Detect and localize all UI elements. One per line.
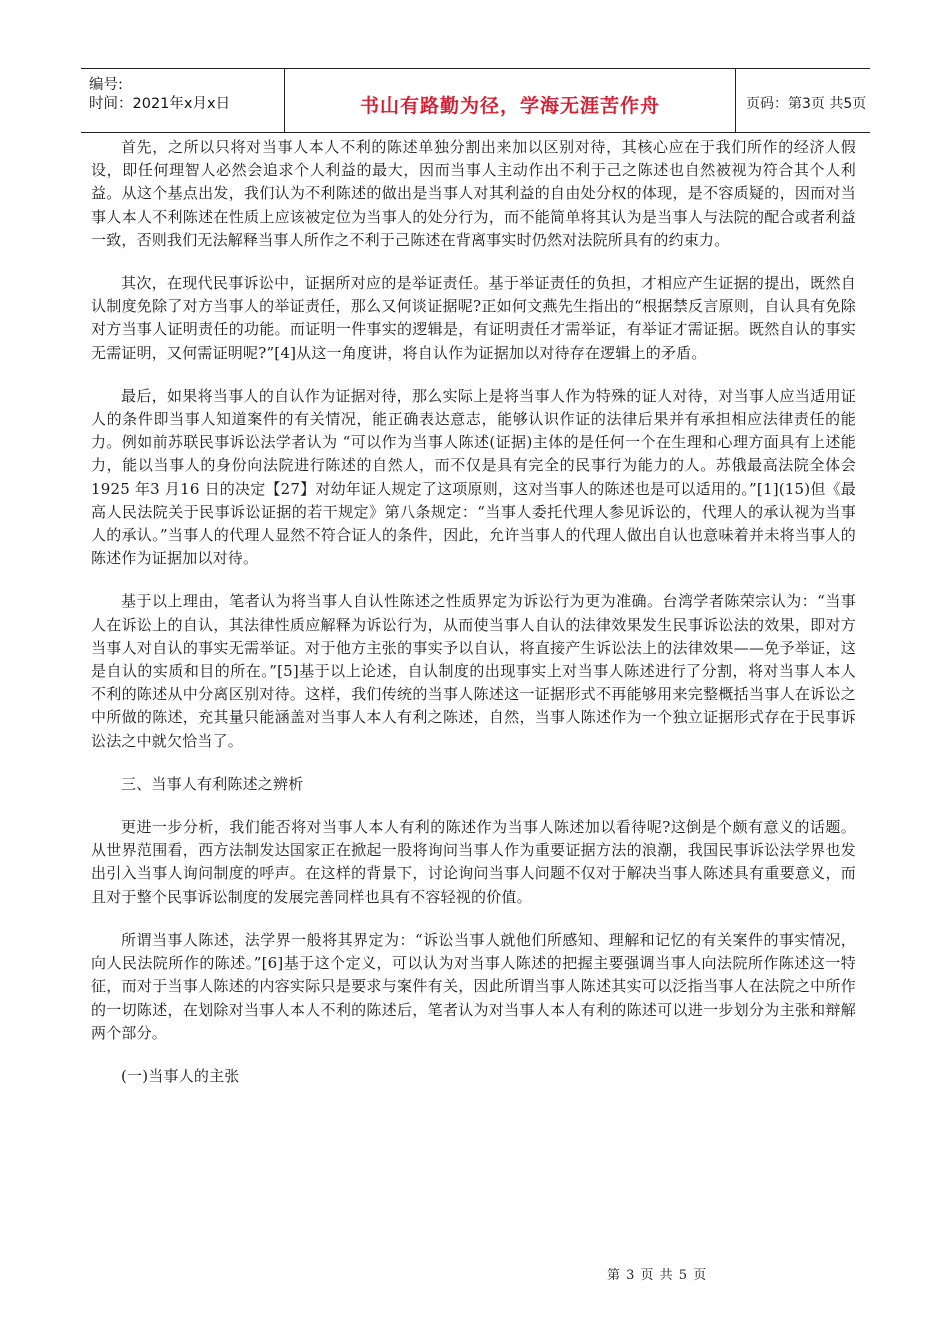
header-meta-cell [81, 69, 285, 132]
section-heading: 三、当事人有利陈述之辨析 [121, 774, 304, 793]
header-motto: 书山有路勤为径，学海无涯苦作舟 [359, 95, 660, 117]
header-page-info: 页码：第3页 共5页 [746, 96, 867, 112]
header-motto-cell [285, 69, 736, 132]
body-paragraph: 首先，之所以只将对当事人本人不利的陈述单独分割出来加以区别对待，其核心应在于我们所作的经济人假设，即任何理智人必然会追求个人利益的最大，因而当事人主动作出不利于己之陈述也自然被视为符合其个人利益。从这个基点出发，我们认为不利陈述的做出是当事人对其利益的自由处分权的体现，是不容质疑的，因而对当事人本人不利陈述在性质上应该被定位为当事人的处分行为，而不能简单将其认为是当事人与法院的配合或者利益一致，否则我们无法解释当事人所作之不利于己陈述在背离事实时仍然对法院所具有的约束力。 [91, 138, 856, 249]
document-number-label: 编号: [89, 77, 123, 93]
body-paragraph: 其次，在现代民事诉讼中，证据所对应的是举证责任。基于举证责任的负担，才相应产生证据的提出，既然自认制度免除了对方当事人的举证责任，那么又何谈证据呢?正如何文燕先生指出的“根据禁反言原则，自认具有免除对方当事人证明责任的功能。而证明一件事实的逻辑是，有证明责任才需举证，有举证才需证据。既然自认的事实无需证明，又何需证明呢?”[4]从这一角度讲，将自认作为证据加以对待存在逻辑上的矛盾。 [91, 274, 856, 362]
body-paragraph: 所谓当事人陈述，法学界一般将其界定为：“诉讼当事人就他们所感知、理解和记忆的有关案件的事实情况，向人民法院所作的陈述。”[6]基于这个定义，可以认为对当事人陈述的把握主要强调当事人向法院所作陈述这一特征，而对于当事人陈述的内容实际只是要求与案件有关，因此所谓当事人陈述其实可以泛指当事人在法院之中所作的一切陈述，在划除对当事人本人不利的陈述后，笔者认为对当事人本人有利的陈述可以进一步划分为主张和辩解两个部分。 [91, 930, 856, 1042]
subsection-heading: (一)当事人的主张 [121, 1066, 240, 1085]
body-paragraph: 最后，如果将当事人的自认作为证据对待，那么实际上是将当事人作为特殊的证人对待，对当事人应当适用证人的条件即当事人知道案件的有关情况，能正确表达意志，能够认识作证的法律后果并有承担相应法律责任的能力。例如前苏联民事诉讼法学者认为 “可以作为当事人陈述(证据)主体的是任何一个在生理和心理方面具有上述能力，能以当事人的身份向法院进行陈述的自然人，而不仅是具有完全的民事行为能力的人。苏俄最高法院全体会1925 年3 月16 日的决定【27】对幼年证人规定了这项原则，这对当事人的陈述也是可以适用的。”[1](15)但《最高人民法院关于民事诉讼证据的若干规定》第八条规定：“当事人委托代理人参见诉讼的，代理人的承认视为当事人的承认。”当事人的代理人显然不符合证人的条件，因此，允许当事人的代理人做出自认也意味着并未将当事人的陈述作为证据加以对待。 [91, 386, 856, 568]
body-paragraph: 更进一步分析，我们能否将对当事人本人有利的陈述作为当事人陈述加以看待呢?这倒是个颇有意义的话题。从世界范围看，西方法制发达国家正在掀起一股将询问当事人作为重要证据方法的浪潮，我国民事诉讼法学界也发出引入当事人询问制度的呼声。在这样的背景下，讨论询问当事人问题不仅对于解决当事人陈述具有重要意义，而且对于整个民事诉讼制度的发展完善同样也具有不容轻视的价值。 [91, 818, 856, 906]
page-header [81, 68, 870, 133]
body-paragraph: 基于以上理由，笔者认为将当事人自认性陈述之性质界定为诉讼行为更为准确。台湾学者陈荣宗认为：“当事人在诉讼上的自认，其法律性质应解释为诉讼行为，从而使当事人自认的法律效果发生民事诉讼法的效果，即对方当事人对自认的事实无需举证。对于他方主张的事实予以自认，将直接产生诉讼法上的法律效果——免予举证，这是自认的实质和目的所在。”[5]基于以上论述，自认制度的出现事实上对当事人陈述进行了分割，将对当事人本人不利的陈述从中分离区别对待。这样，我们传统的当事人陈述这一证据形式不再能够用来完整概括当事人在诉讼之中所做的陈述，充其量只能涵盖对当事人本人有利之陈述，自然，当事人陈述作为一个独立证据形式存在于民事诉讼法之中就欠恰当了。 [91, 592, 856, 750]
document-date-label: 时间：2021年x月x日 [89, 96, 231, 112]
page-footer: 第 3 页 共 5 页 [607, 1268, 708, 1283]
document-body [91, 136, 856, 1088]
